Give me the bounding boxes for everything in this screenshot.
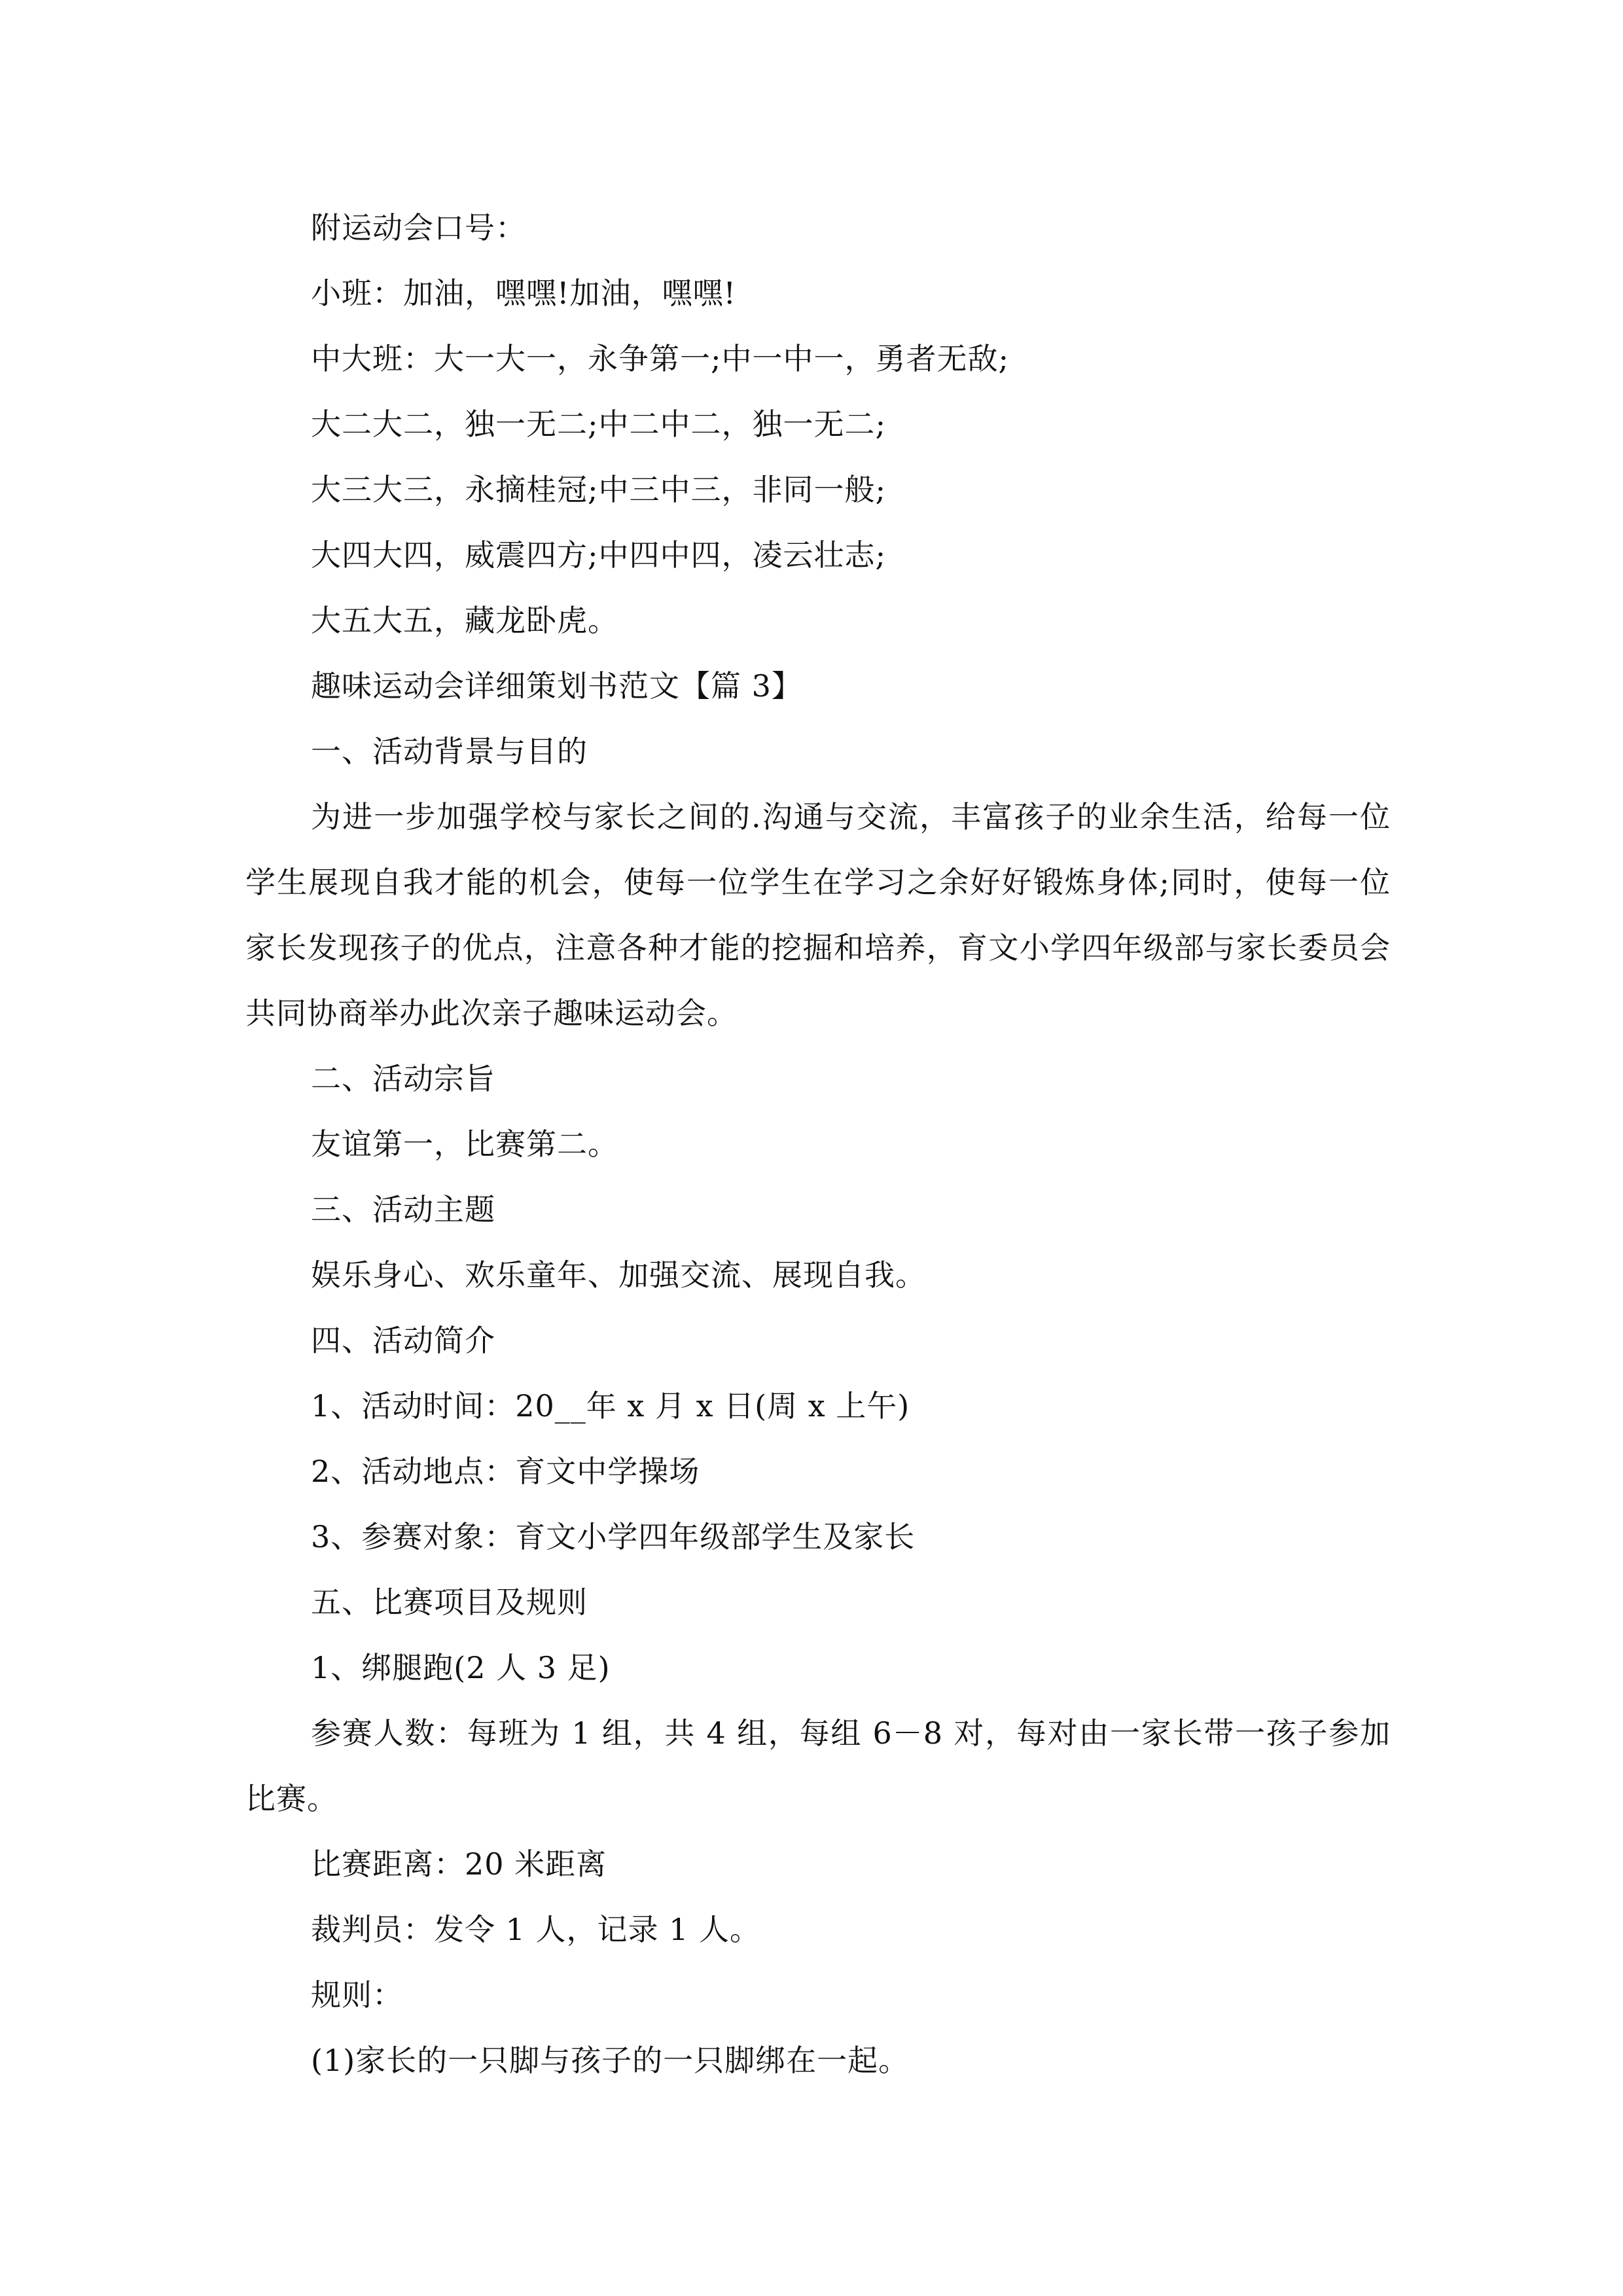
section-text: 娱乐身心、欢乐童年、加强交流、展现自我。 xyxy=(311,1257,926,1293)
slogan-line: 小班：加油，嘿嘿!加油，嘿嘿! xyxy=(311,276,736,311)
slogan-line: 大四大四，威震四方;中四中四，凌云壮志; xyxy=(311,537,886,573)
section-paragraph: 为进一步加强学校与家长之间的.沟通与交流，丰富孩子的业余生活，给每一位学生展现自我才能的机会，使每一位学生在学习之余好好锻炼身体;同时，使每一位家长发现孩子的优点，注意各种才能的挖掘和培养，育文小学四年级部与家长委员会共同协商举办此次亲子趣味运动会。 xyxy=(245,799,1391,1031)
event-rules-label: 规则： xyxy=(311,1977,403,2013)
slogan-line: 大五大五，藏龙卧虎。 xyxy=(311,603,618,638)
list-item: 2、活动地点：育文中学操场 xyxy=(311,1454,700,1489)
event-title: 1、绑腿跑(2 人 3 足) xyxy=(311,1650,611,1685)
slogan-line: 中大班：大一大一，永争第一;中一中一，勇者无敌; xyxy=(311,341,1009,376)
slogan-line: 大三大三，永摘桂冠;中三中三，非同一般; xyxy=(311,472,886,507)
section-heading: 一、活动背景与目的 xyxy=(311,734,588,769)
slogan-line: 大二大二，独一无二;中二中二，独一无二; xyxy=(311,406,886,442)
section-heading: 四、活动简介 xyxy=(311,1323,495,1358)
event-participants: 参赛人数：每班为 1 组，共 4 组，每组 6－8 对，每对由一家长带一孩子参加比赛。 xyxy=(245,1715,1391,1816)
section-heading: 三、活动主题 xyxy=(311,1192,495,1227)
section-heading: 二、活动宗旨 xyxy=(311,1061,495,1096)
section-heading: 五、比赛项目及规则 xyxy=(311,1585,588,1620)
event-rule: (1)家长的一只脚与孩子的一只脚绑在一起。 xyxy=(311,2043,910,2078)
event-distance: 比赛距离：20 米距离 xyxy=(311,1846,607,1882)
section-text: 友谊第一，比赛第二。 xyxy=(311,1126,618,1162)
event-referee: 裁判员：发令 1 人，记录 1 人。 xyxy=(311,1912,761,1947)
list-item: 3、参赛对象：育文小学四年级部学生及家长 xyxy=(311,1519,916,1554)
article-title: 趣味运动会详细策划书范文【篇 3】 xyxy=(311,668,802,704)
list-item: 1、活动时间：20__年 x 月 x 日(周 x 上午) xyxy=(311,1388,910,1424)
slogan-heading: 附运动会口号： xyxy=(311,210,526,245)
